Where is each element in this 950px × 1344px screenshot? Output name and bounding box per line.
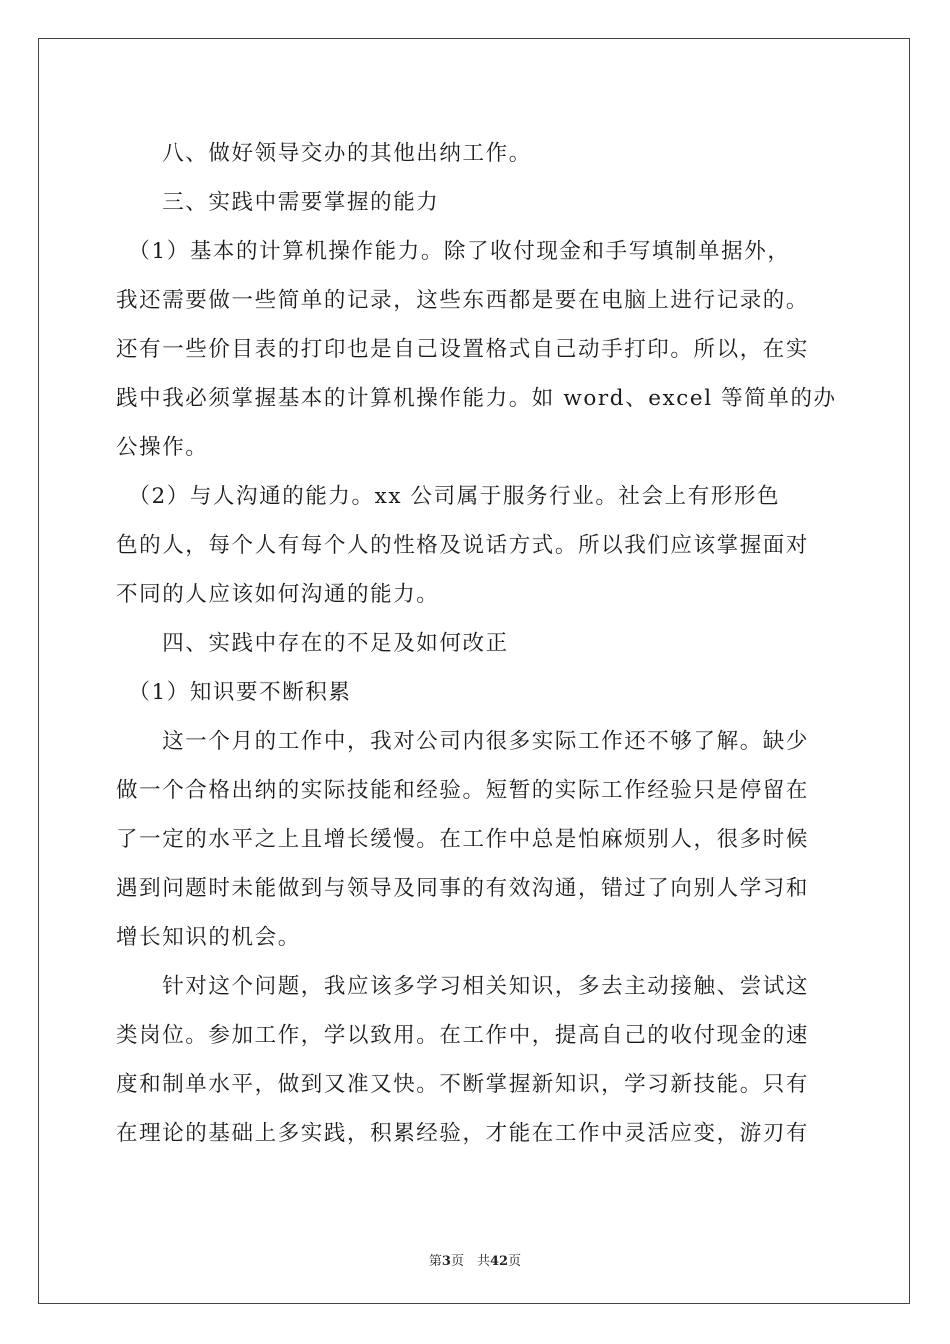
page-frame xyxy=(38,38,910,1304)
text-line: （1）知识要不断积累 xyxy=(116,680,352,705)
text-line: 色的人，每个人有每个人的性格及说话方式。所以我们应该掌握面对 xyxy=(116,533,810,558)
page-footer xyxy=(0,1250,950,1269)
text-line: 针对这个问题，我应该多学习相关知识，多去主动接触、尝试这 xyxy=(116,974,810,999)
text-line: 这一个月的工作中，我对公司内很多实际工作还不够了解。缺少 xyxy=(116,729,810,754)
text-line: 在理论的基础上多实践，积累经验，才能在工作中灵活应变，游刃有 xyxy=(116,1121,810,1146)
text-line: 增长知识的机会。 xyxy=(116,925,301,950)
text-line: 做一个合格出纳的实际技能和经验。短暂的实际工作经验只是停留在 xyxy=(116,778,810,803)
text-line: 类岗位。参加工作，学以致用。在工作中，提高自己的收付现金的速 xyxy=(116,1023,810,1048)
text-line: 我还需要做一些简单的记录，这些东西都是要在电脑上进行记录的。 xyxy=(116,288,810,313)
total-page-count: 42 xyxy=(489,1254,509,1269)
text-line: 公操作。 xyxy=(116,435,209,460)
footer-suffix: 页 xyxy=(508,1254,522,1269)
text-line: 不同的人应该如何沟通的能力。 xyxy=(116,582,440,607)
text-line: 践中我必须掌握基本的计算机操作能力。如 word、excel 等简单的办 xyxy=(116,386,837,411)
current-page-number: 3 xyxy=(441,1254,451,1269)
text-line: 度和制单水平，做到又准又快。不断掌握新知识，学习新技能。只有 xyxy=(116,1072,810,1097)
text-line: 遇到问题时未能做到与领导及同事的有效沟通，错过了向别人学习和 xyxy=(116,876,810,901)
footer-prefix: 第 xyxy=(428,1254,442,1269)
text-line: 四、实践中存在的不足及如何改正 xyxy=(116,631,509,656)
text-line: 三、实践中需要掌握的能力 xyxy=(116,190,440,215)
text-line: （1）基本的计算机操作能力。除了收付现金和手写填制单据外， xyxy=(116,239,791,264)
text-line: （2）与人沟通的能力。xx 公司属于服务行业。社会上有形形色 xyxy=(116,484,781,509)
text-line: 了一定的水平之上且增长缓慢。在工作中总是怕麻烦别人，很多时候 xyxy=(116,827,810,852)
footer-mid: 页 共 xyxy=(450,1254,490,1269)
text-line: 还有一些价目表的打印也是自己设置格式自己动手打印。所以，在实 xyxy=(116,337,810,362)
text-line: 八、做好领导交办的其他出纳工作。 xyxy=(116,141,532,166)
